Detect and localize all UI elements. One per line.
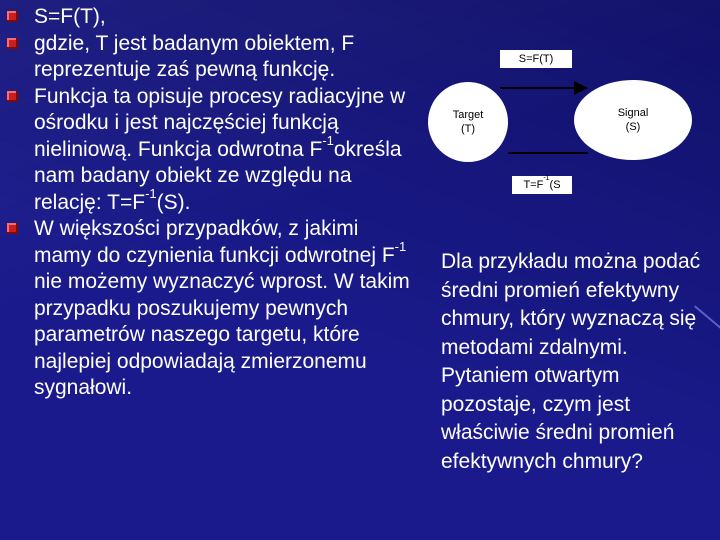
signal-ellipse <box>574 80 692 160</box>
inverse-function-box: $T=F^{-1}(S$ <box>512 176 572 194</box>
bullet-text: Funkcja ta opisuje procesy radiacyjne w ośrodku i jest najczęściej funkcją nieliniową. Funkcja odwrotna F <box>34 84 406 161</box>
superscript: -1 <box>394 238 407 254</box>
forward-function-box: S=F(T) <box>500 50 572 68</box>
target-ellipse <box>428 82 508 162</box>
bullet-marker <box>7 91 18 102</box>
signal-symbol: (S) <box>625 121 641 133</box>
inverse-arrow-line <box>508 152 588 154</box>
bullet-marker <box>7 11 18 22</box>
bullet-text: gdzie, T jest badanym obiektem, F reprezentuje zaś pewną funkcję. <box>34 31 355 81</box>
bullet-item-definition <box>0 31 410 84</box>
bullet-text: określa nam badany obiekt ze względu na relację: T=F <box>34 137 402 214</box>
bullet-item-function <box>0 84 410 217</box>
bullet-text: (S). <box>156 190 191 214</box>
superscript: -1 <box>145 185 157 201</box>
forward-inverse-diagram <box>420 40 720 210</box>
superscript: -1 <box>322 132 334 148</box>
forward-arrow-head <box>574 81 588 95</box>
bullet-list <box>0 4 410 402</box>
target-label: Target <box>452 109 484 121</box>
bullet-item-inverse <box>0 216 410 402</box>
bullet-item-formula <box>0 4 410 31</box>
bullet-text: nie możemy wyznaczyć wprost. W takim przypadku poszukujemy pewnych parametrów naszego targetu, które najlepiej odpowiadają zmierzonemu sygnałowi. <box>34 270 410 399</box>
bullet-marker <box>7 38 18 49</box>
signal-label: Signal <box>617 107 649 119</box>
bullet-marker <box>7 223 18 234</box>
example-paragraph: Dla przykładu można podać średni promień efektywny chmury, który wyznaczą się metodami zdalnymi. Pytaniem otwartym pozostaje, czym jest właściwie średni promień efektywnych chmury? <box>441 250 701 473</box>
forward-arrow-line <box>500 87 578 89</box>
bullet-text: W większości przypadków, z jakimi mamy do czynienia funkcji odwrotnej F <box>34 217 395 267</box>
target-symbol: (T) <box>460 123 476 135</box>
bullet-text: S=F(T), <box>34 5 106 28</box>
